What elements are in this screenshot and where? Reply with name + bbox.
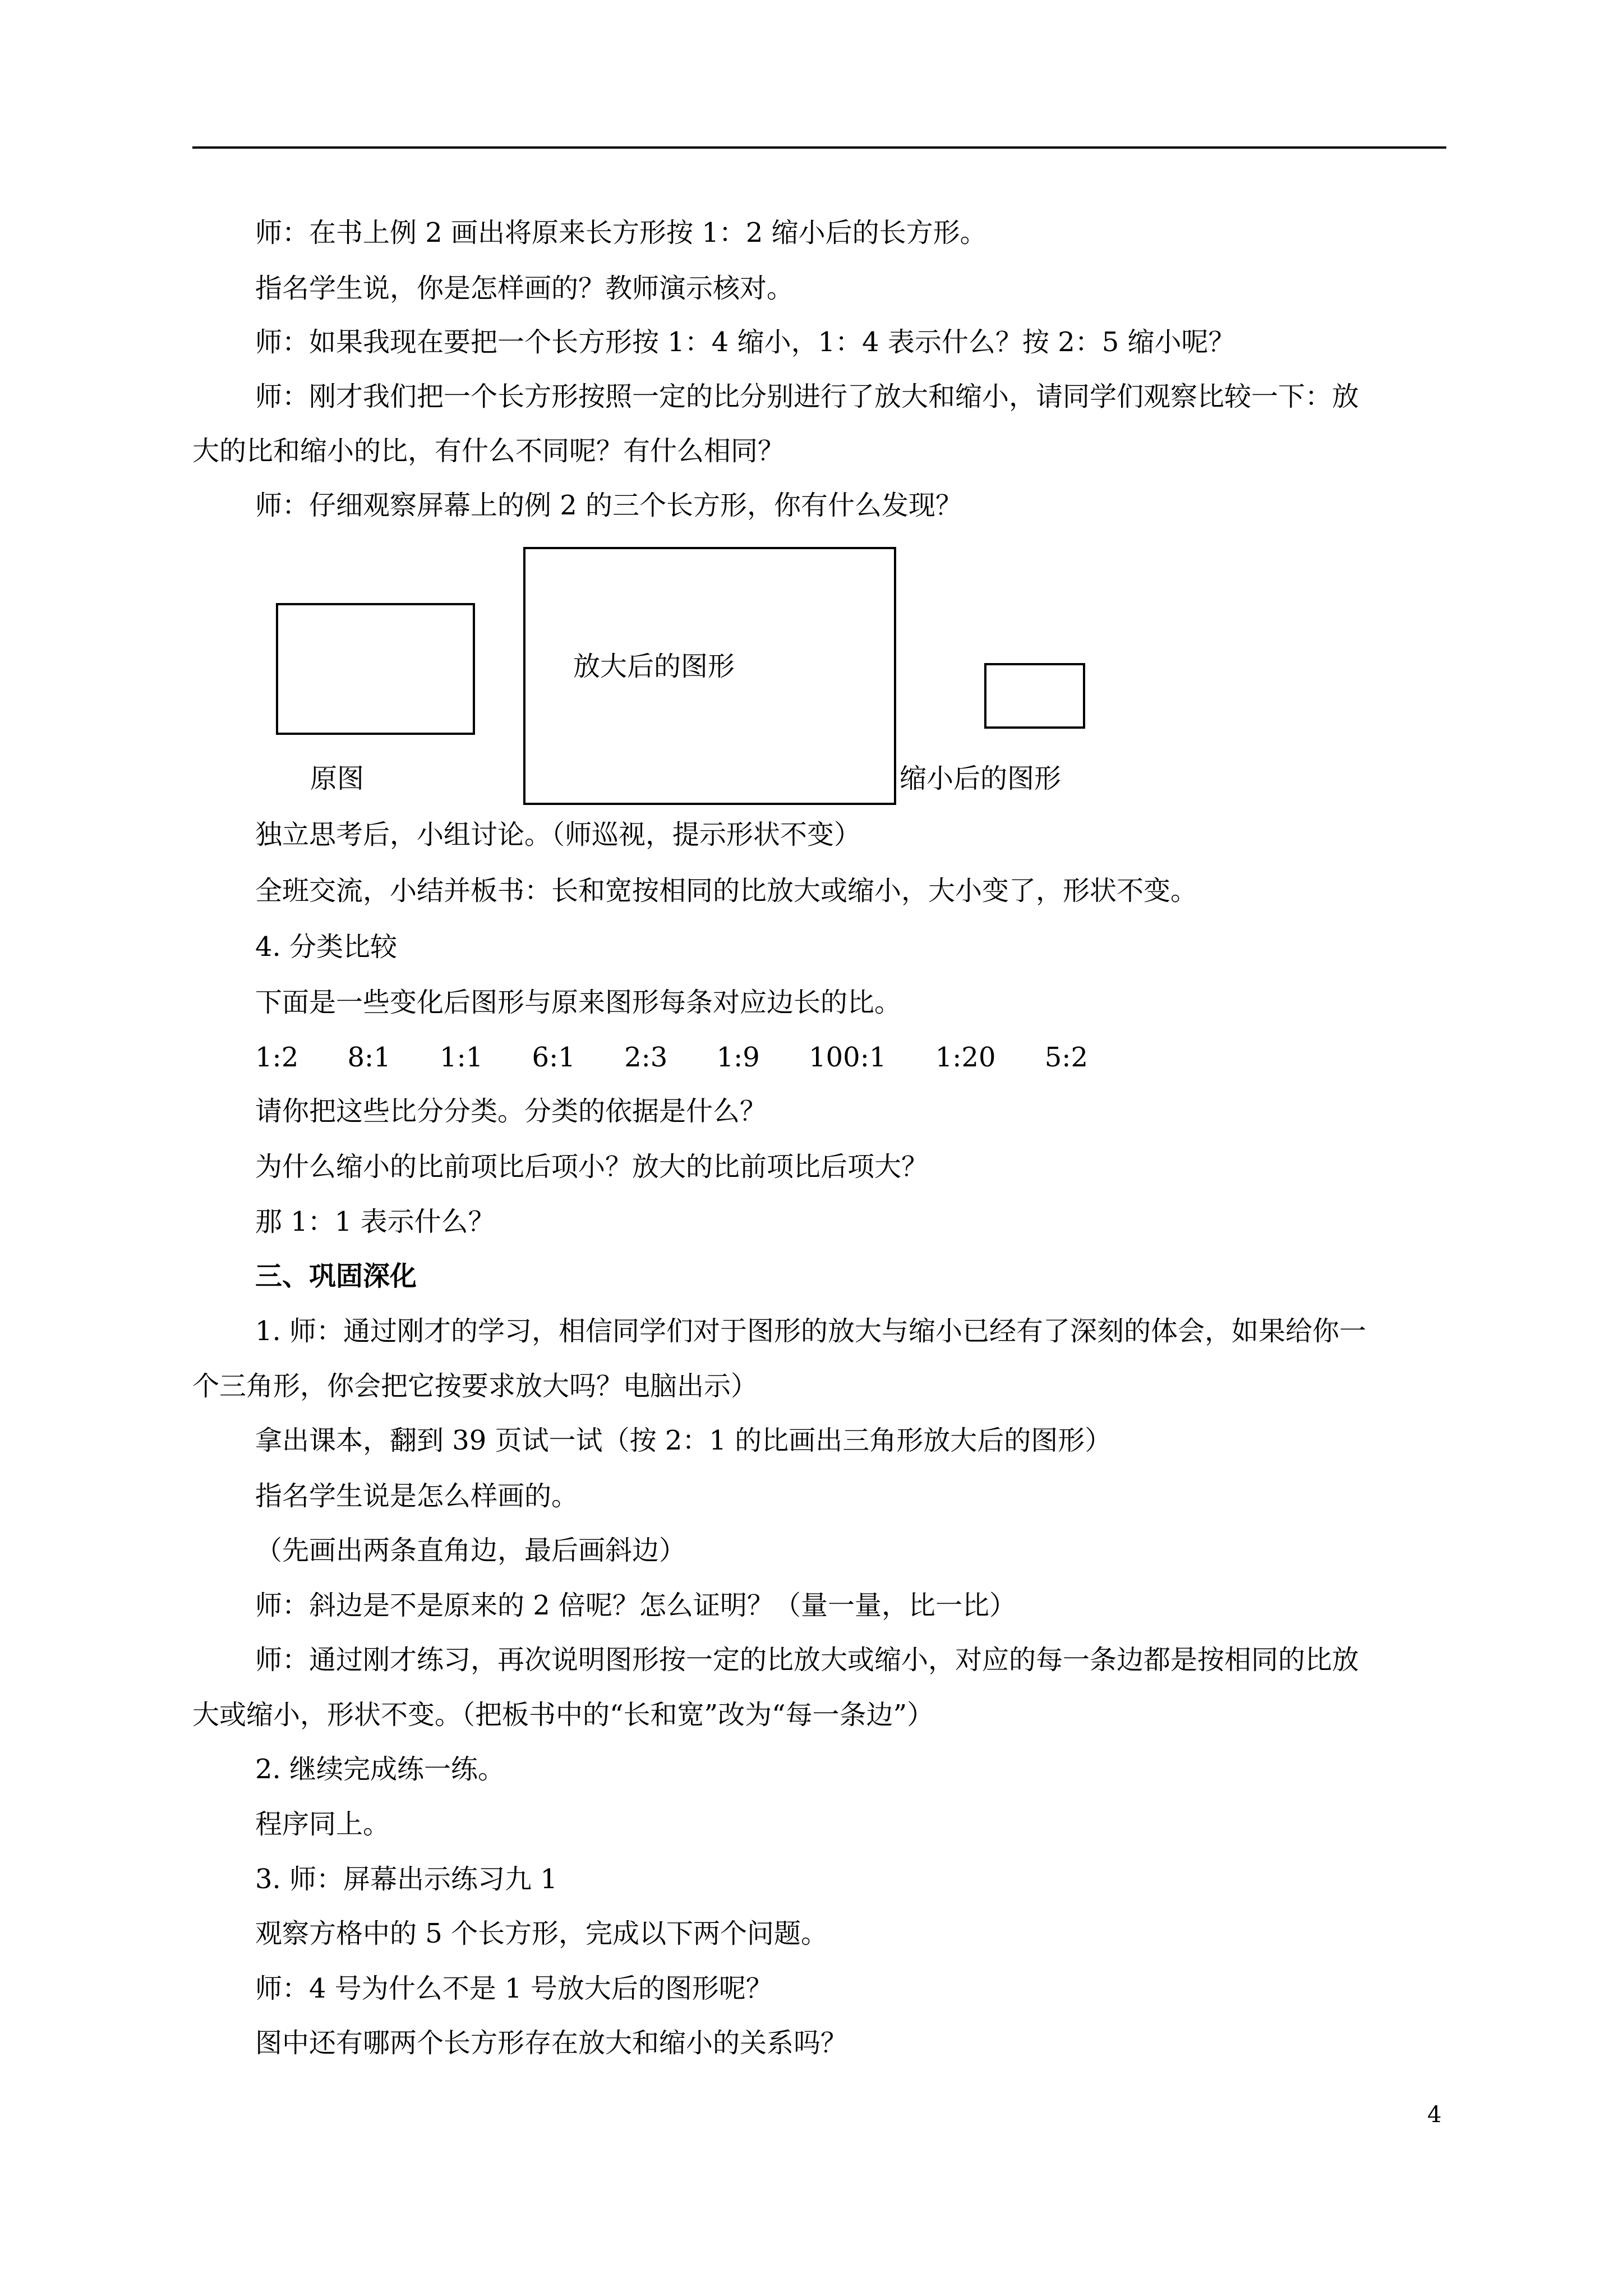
page-number: 4 [1427, 2102, 1442, 2128]
ratio-item: 6:1 [532, 1042, 575, 1073]
text-line: 2. 继续完成练一练。 [255, 1754, 505, 1785]
text-line: 大或缩小，形状不变。（把板书中的“长和宽”改为“每一条边”） [192, 1699, 934, 1731]
ratio-item: 1:1 [440, 1042, 483, 1073]
text-line: 师：斜边是不是原来的 2 倍呢？怎么证明？（量一量，比一比） [255, 1590, 1017, 1621]
ratio-item: 1:20 [935, 1042, 996, 1073]
ratio-item: 100:1 [809, 1042, 887, 1073]
text-line: 全班交流，小结并板书：长和宽按相同的比放大或缩小，大小变了，形状不变。 [255, 875, 1198, 907]
text-line: 师：4 号为什么不是 1 号放大后的图形呢？ [255, 1973, 773, 2004]
section-heading: 4. 分类比较 [255, 931, 398, 963]
ratio-item: 8:1 [347, 1042, 391, 1073]
text-line: 独立思考后，小组讨论。（师巡视，提示形状不变） [255, 819, 861, 850]
text-line: 图中还有哪两个长方形存在放大和缩小的关系吗？ [255, 2027, 848, 2059]
text-line: 为什么缩小的比前项比后项小？放大的比前项比后项大？ [255, 1151, 929, 1182]
ratio-item: 1:2 [255, 1042, 299, 1073]
text-line: 程序同上。 [255, 1809, 390, 1840]
ratio-item: 5:2 [1044, 1042, 1088, 1073]
text-line: （先画出两条直角边，最后画斜边） [255, 1535, 686, 1566]
original-label: 原图 [310, 763, 365, 794]
text-line: 师：通过刚才练习，再次说明图形按一定的比放大或缩小，对应的每一条边都是按相同的比放 [255, 1644, 1359, 1676]
text-line: 那 1：1 表示什么？ [255, 1206, 495, 1237]
text-line: 师：在书上例 2 画出将原来长方形按 1：2 缩小后的长方形。 [255, 217, 987, 249]
enlarged-label: 放大后的图形 [573, 651, 735, 682]
ratio-item: 1:9 [716, 1042, 760, 1073]
reduced-rectangle [984, 663, 1085, 729]
ratio-item: 2:3 [624, 1042, 668, 1073]
text-line: 指名学生说，你是怎样画的？教师演示核对。 [255, 273, 794, 304]
text-line: 1. 师：通过刚才的学习，相信同学们对于图形的放大与缩小已经有了深刻的体会，如果给你一 [255, 1315, 1367, 1347]
ratio-list [255, 1041, 1128, 1074]
text-line: 拿出课本，翻到 39 页试一试（按 2：1 的比画出三角形放大后的图形） [255, 1425, 1112, 1456]
section-heading: 三、巩固深化 [255, 1260, 417, 1292]
text-line: 大的比和缩小的比，有什么不同呢？有什么相同？ [192, 435, 785, 467]
original-rectangle [276, 603, 475, 735]
text-line: 观察方格中的 5 个长方形，完成以下两个问题。 [255, 1918, 828, 1949]
text-line: 个三角形，你会把它按要求放大吗？电脑出示） [192, 1370, 758, 1402]
header-rule [192, 146, 1446, 149]
text-line: 师：如果我现在要把一个长方形按 1：4 缩小，1：4 表示什么？按 2：5 缩小呢？ [255, 326, 1235, 358]
reduced-label: 缩小后的图形 [900, 763, 1062, 794]
text-line: 指名学生说是怎么样画的。 [255, 1480, 579, 1512]
text-line: 师：仔细观察屏幕上的例 2 的三个长方形，你有什么发现？ [255, 490, 963, 521]
text-line: 3. 师：屏幕出示练习九 1 [255, 1864, 557, 1895]
text-line: 师：刚才我们把一个长方形按照一定的比分别进行了放大和缩小，请同学们观察比较一下：放 [255, 381, 1359, 412]
text-line: 请你把这些比分分类。分类的依据是什么？ [255, 1096, 767, 1127]
text-line: 下面是一些变化后图形与原来图形每条对应边长的比。 [255, 987, 902, 1018]
